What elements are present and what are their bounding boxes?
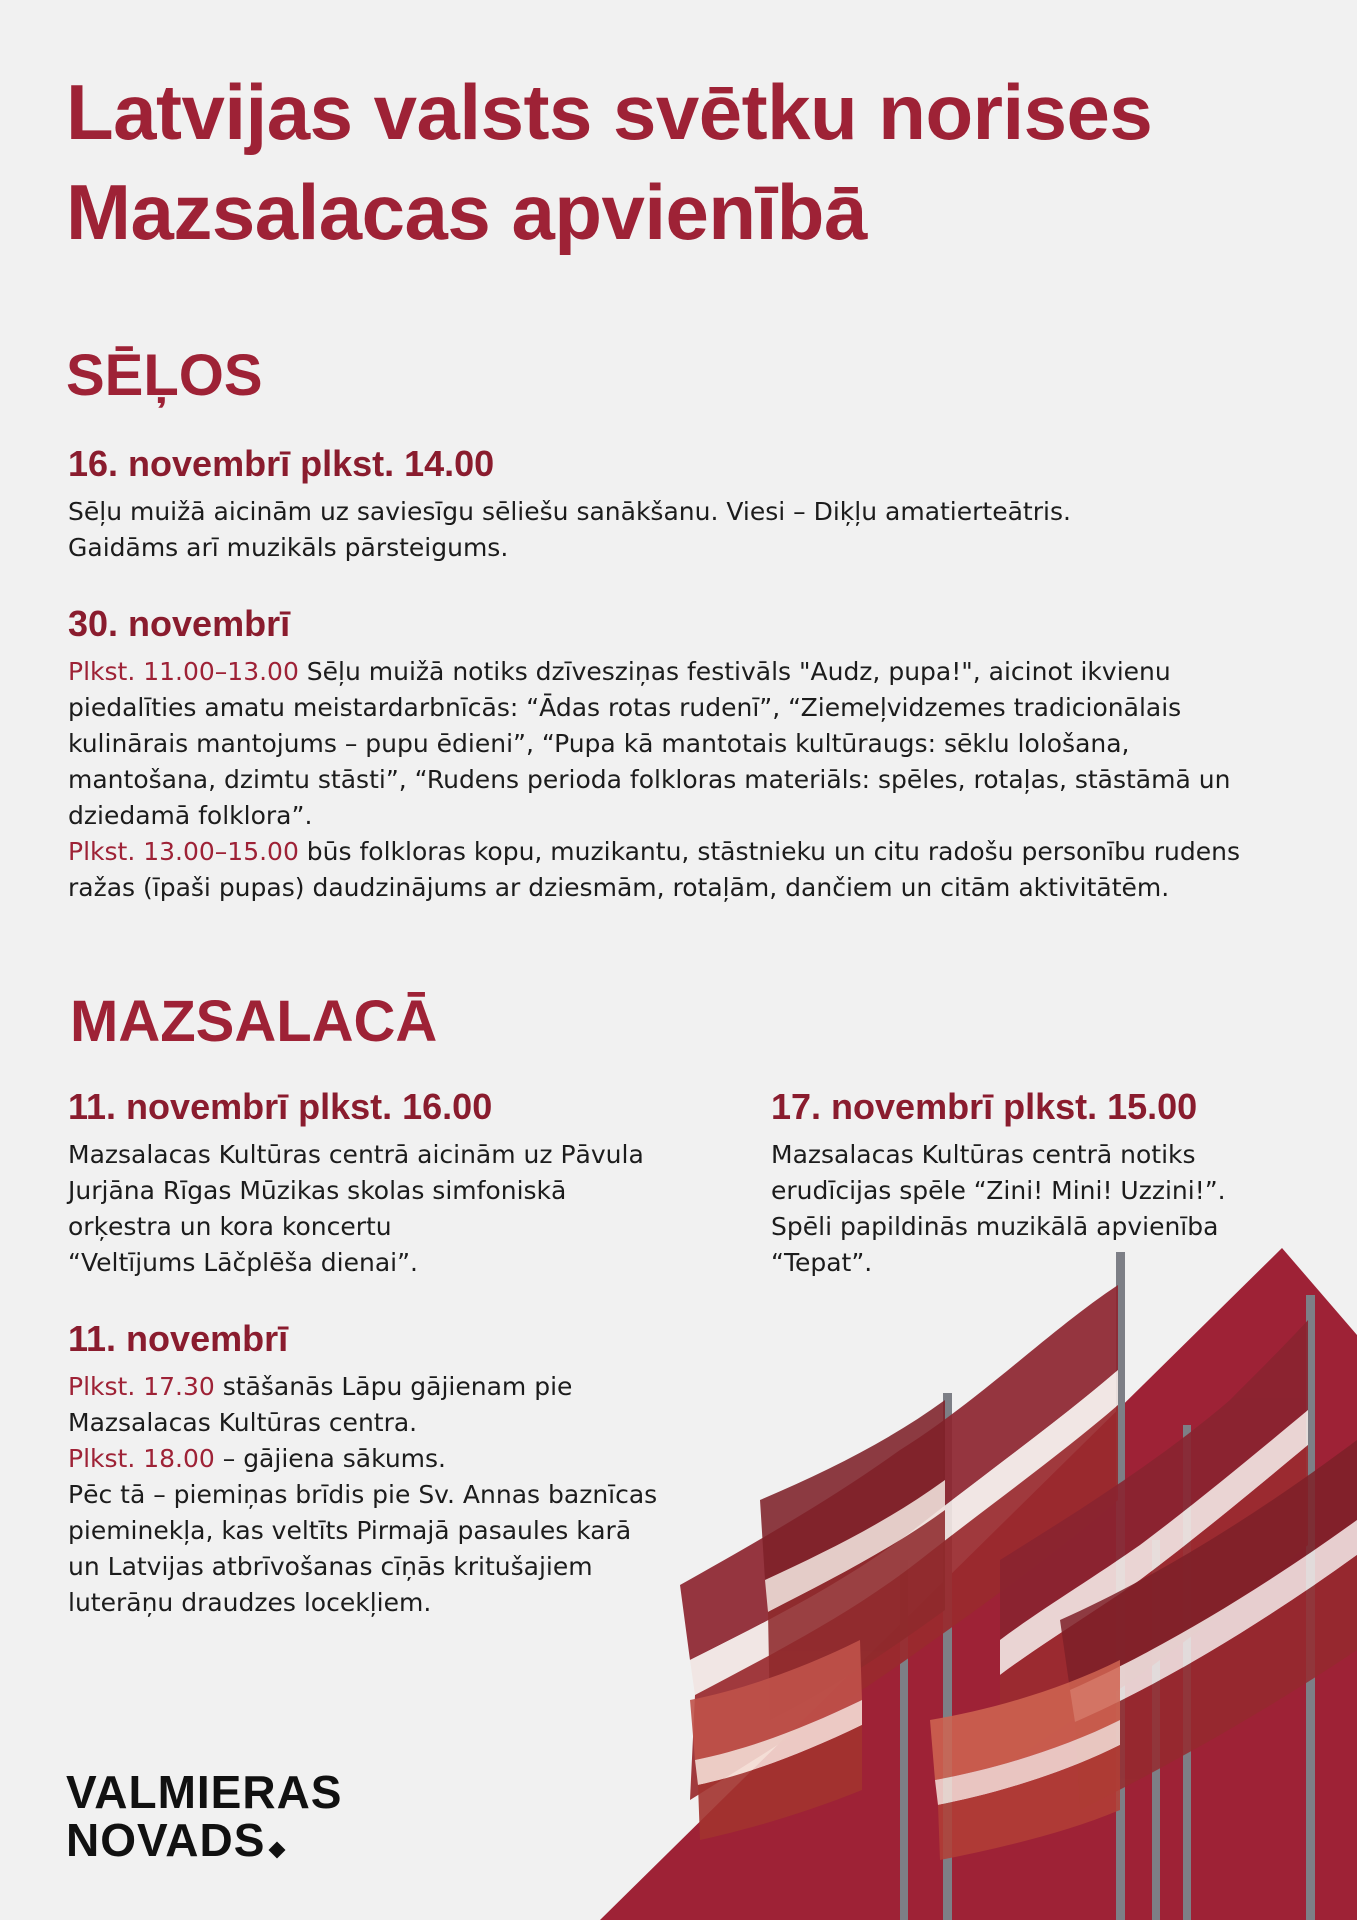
event-time: Plkst. 18.00: [68, 1444, 215, 1473]
event-text-line: Mazsalacas Kultūras centrā notiks: [771, 1140, 1196, 1169]
event-text-line: erudīcijas spēle “Zini! Mini! Uzzini!”.: [771, 1176, 1226, 1205]
event-description: [68, 494, 1308, 566]
logo-line-1: VALMIERAS: [66, 1766, 343, 1818]
event-date: 11. novembrī plkst. 16.00: [68, 1086, 493, 1127]
event-description: [68, 1369, 728, 1621]
event-selos-30-nov: [68, 602, 1328, 906]
event-text-line: Sēļu muižā notiks dzīvesziņas festivāls "Audz, pupa!", aicinot ikvienu: [298, 657, 1171, 686]
event-text-line: mantošana, dzimtu stāsti”, “Rudens perioda folkloras materiāls: spēles, rotaļas, stāstāmā un: [68, 765, 1231, 794]
event-text-line: pieminekļa, kas veltīts Pirmajā pasaules karā: [68, 1516, 632, 1545]
event-text-line: būs folkloras kopu, muzikantu, stāstnieku un citu radošu personību rudens: [298, 837, 1241, 866]
event-text-line: Jurjāna Rīgas Mūzikas skolas simfoniskā: [68, 1176, 567, 1205]
section-heading-mazsalaca: MAZSALACĀ: [70, 989, 438, 1054]
title-line-1: Latvijas valsts svētku norises: [66, 68, 1153, 156]
section-heading-selos: SĒĻOS: [66, 343, 263, 408]
event-description: [771, 1137, 1331, 1281]
event-time: Plkst. 17.30: [68, 1372, 215, 1401]
event-date: 30. novembrī: [68, 603, 291, 644]
title-line-2: Mazsalacas apvienībā: [66, 168, 867, 256]
event-text-line: – gājiena sākums.: [214, 1444, 446, 1473]
event-text-line: Pēc tā – piemiņas brīdis pie Sv. Annas baznīcas: [68, 1480, 658, 1509]
event-time: Plkst. 11.00–13.00: [68, 657, 299, 686]
event-text-line: stāšanās Lāpu gājienam pie: [214, 1372, 573, 1401]
event-text-line: “Veltījums Lāčplēša dienai”.: [68, 1248, 418, 1277]
event-date: 16. novembrī plkst. 14.00: [68, 443, 495, 484]
event-date: 11. novembrī: [68, 1318, 289, 1359]
event-text-line: dziedamā folklora”.: [68, 801, 313, 830]
event-text-line: “Tepat”.: [771, 1248, 873, 1277]
event-description: [68, 654, 1328, 906]
page-title: [66, 62, 1326, 262]
event-text-line: Mazsalacas Kultūras centra.: [68, 1408, 418, 1437]
logo-diamond-icon: [269, 1842, 286, 1859]
event-description: [68, 1137, 728, 1281]
event-text-line: Gaidāms arī muzikāls pārsteigums.: [68, 533, 509, 562]
event-selos-16-nov: [68, 442, 1308, 566]
event-text-line: Sēļu muižā aicinām uz saviesīgu sēliešu sanākšanu. Viesi – Diķļu amatierteātris.: [68, 497, 1071, 526]
event-text-line: orķestra un kora koncertu: [68, 1212, 392, 1241]
event-date: 17. novembrī plkst. 15.00: [771, 1086, 1198, 1127]
event-text-line: ražas (īpaši pupas) daudzinājums ar dziesmām, rotaļām, dančiem un citām aktivitātēm.: [68, 873, 1170, 902]
event-text-line: Spēli papildinās muzikālā apvienība: [771, 1212, 1219, 1241]
event-text-line: un Latvijas atbrīvošanas cīņās kritušajiem: [68, 1552, 593, 1581]
event-mazsalaca-11-nov-concert: [68, 1085, 728, 1281]
event-time: Plkst. 13.00–15.00: [68, 837, 299, 866]
event-mazsalaca-17-nov: [771, 1085, 1331, 1281]
valmieras-novads-logo: [66, 1768, 343, 1864]
event-text-line: luterāņu draudzes locekļiem.: [68, 1588, 432, 1617]
event-text-line: piedalīties amatu meistardarbnīcās: “Ādas rotas rudenī”, “Ziemeļvidzemes tradicionālais: [68, 693, 1182, 722]
event-text-line: kulinārais mantojums – pupu ēdieni”, “Pupa kā mantotais kultūraugs: sēklu lološana,: [68, 729, 1130, 758]
logo-line-2: NOVADS: [66, 1814, 266, 1866]
event-text-line: Mazsalacas Kultūras centrā aicinām uz Pāvula: [68, 1140, 644, 1169]
event-mazsalaca-11-nov-torch-march: [68, 1317, 728, 1621]
